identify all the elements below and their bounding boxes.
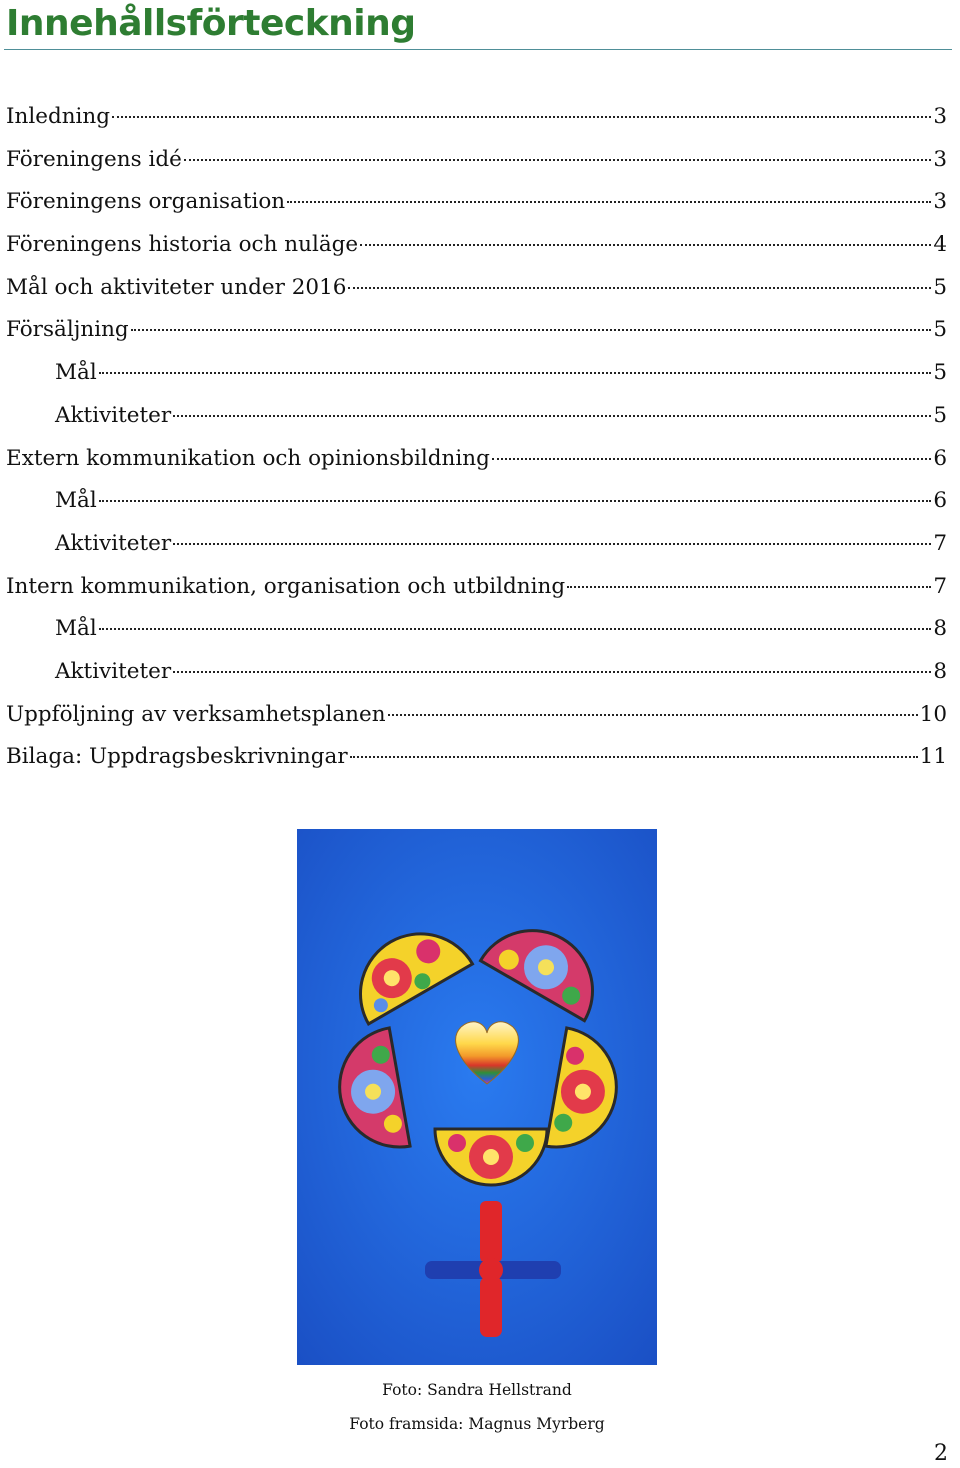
toc-entry-page: 11: [919, 744, 947, 770]
toc-leader-dots: [567, 586, 931, 588]
toc-entry-label: Mål: [55, 616, 97, 642]
toc-entry-label: Mål och aktiviteter under 2016: [6, 274, 347, 300]
toc-entry[interactable]: [6, 96, 947, 139]
toc-entry-page: 7: [933, 573, 947, 599]
toc-entry[interactable]: [6, 139, 947, 182]
toc-entry-label: Intern kommunikation, organisation och utbildning: [6, 573, 566, 599]
toc-entry-page: 5: [933, 360, 947, 386]
page-number: 2: [934, 1441, 948, 1466]
toc-leader-dots: [348, 287, 931, 289]
toc-leader-dots: [99, 372, 932, 374]
toc-entry-label: Försäljning: [6, 317, 129, 343]
toc-leader-dots: [350, 756, 918, 758]
toc-entry[interactable]: [6, 181, 947, 224]
toc-entry-page: 10: [919, 701, 947, 727]
toc-subentry[interactable]: [6, 523, 947, 566]
toc-entry-label: Mål: [55, 488, 97, 514]
toc-leader-dots: [99, 500, 932, 502]
toc-leader-dots: [173, 415, 931, 417]
cover-photo-caption: Foto framsida: Magnus Myrberg: [349, 1415, 605, 1433]
toc-entry-page: 7: [933, 530, 947, 556]
toc-entry-page: 6: [933, 445, 947, 471]
title-divider: [4, 49, 952, 50]
toc-leader-dots: [99, 628, 932, 630]
toc-subentry[interactable]: [6, 651, 947, 694]
toc-entry-label: Föreningens historia och nuläge: [6, 232, 359, 258]
page-title: Innehållsförteckning: [6, 3, 416, 44]
photo-purses-venus-symbol: [297, 829, 657, 1365]
toc-entry-page: 3: [933, 146, 947, 172]
toc-leader-dots: [112, 116, 931, 118]
toc-leader-dots: [131, 329, 932, 331]
toc-entry-label: Uppföljning av verksamhetsplanen: [6, 701, 386, 727]
toc-leader-dots: [173, 543, 931, 545]
toc-entry[interactable]: [6, 309, 947, 352]
toc-entry[interactable]: [6, 438, 947, 481]
toc-subentry[interactable]: [6, 395, 947, 438]
toc-entry[interactable]: [6, 224, 947, 267]
toc-entry-page: 5: [933, 317, 947, 343]
toc-entry-page: 8: [933, 616, 947, 642]
toc-leader-dots: [360, 244, 931, 246]
toc-entry-label: Aktiviteter: [55, 658, 172, 684]
toc-entry-label: Inledning: [6, 104, 111, 129]
toc-entry[interactable]: [6, 736, 947, 779]
toc-entry-label: Föreningens organisation: [6, 189, 286, 215]
toc-entry-page: 5: [933, 274, 947, 300]
toc-entry-label: Föreningens idé: [6, 146, 182, 172]
toc-leader-dots: [287, 201, 931, 203]
toc-leader-dots: [184, 159, 931, 161]
toc-subentry[interactable]: [6, 352, 947, 395]
toc-entry-page: 3: [933, 104, 947, 129]
toc-subentry[interactable]: [6, 608, 947, 651]
photo-caption: Foto: Sandra Hellstrand: [382, 1381, 572, 1399]
toc-entry-label: Extern kommunikation och opinionsbildning: [6, 445, 490, 471]
toc-entry-page: 4: [933, 232, 947, 258]
toc-leader-dots: [173, 671, 931, 673]
toc-entry-label: Mål: [55, 360, 97, 386]
toc-entry[interactable]: [6, 694, 947, 737]
toc-leader-dots: [492, 458, 931, 460]
toc-entry-page: 6: [933, 488, 947, 514]
toc-entry-page: 8: [933, 658, 947, 684]
toc-subentry[interactable]: [6, 480, 947, 523]
toc-leader-dots: [388, 714, 918, 716]
toc-entry[interactable]: [6, 267, 947, 310]
toc-entry-page: 3: [933, 189, 947, 215]
toc-entry-page: 5: [933, 402, 947, 428]
toc-entry-label: Aktiviteter: [55, 402, 172, 428]
toc-entry-label: Bilaga: Uppdragsbeskrivningar: [6, 744, 348, 770]
toc-entry-label: Aktiviteter: [55, 530, 172, 556]
table-of-contents: [6, 96, 947, 779]
toc-entry[interactable]: [6, 566, 947, 609]
